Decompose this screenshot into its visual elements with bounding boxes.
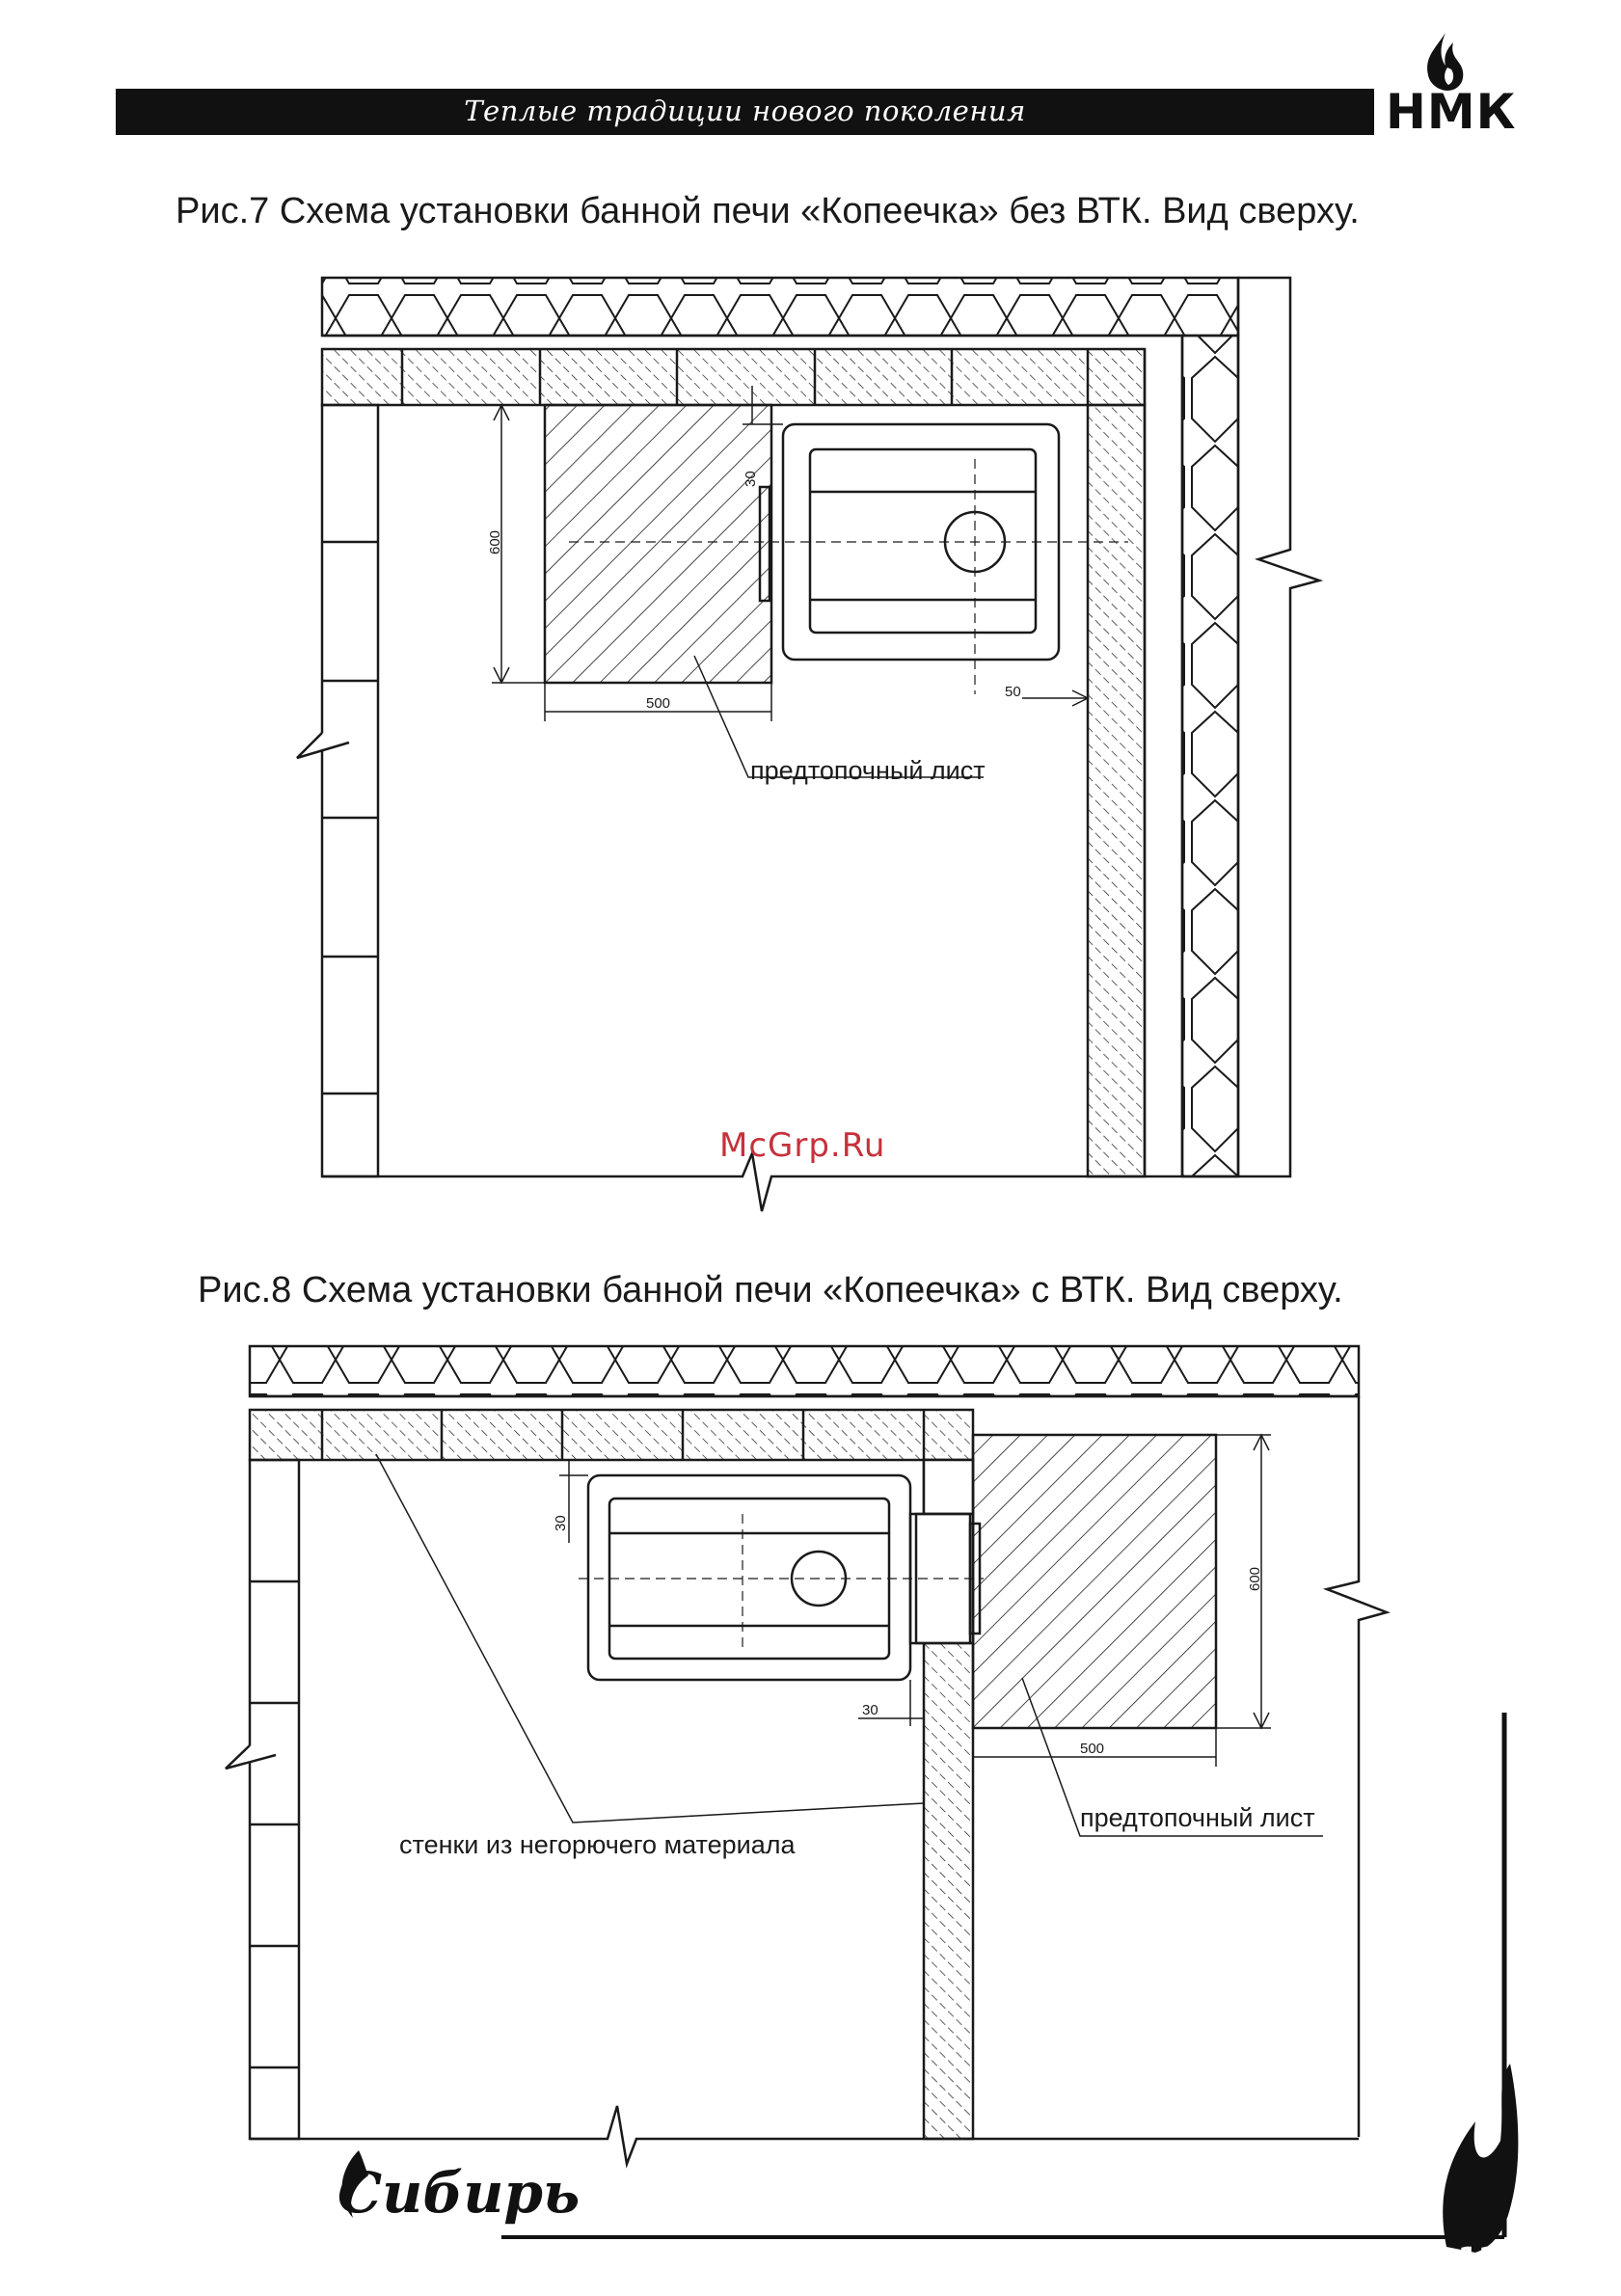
figure2-caption: Рис.8 Схема установки банной печи «Копеечка» с ВТК. Вид сверху. [198, 1270, 1343, 1310]
logo-text: НМК [1386, 84, 1517, 140]
fig1-dim-600: 600 [487, 529, 503, 554]
fig1-stove-inner [810, 449, 1036, 633]
fig1-callout-sheet: предтопочный лист [750, 756, 986, 785]
fig2-dim-500: 500 [1080, 1741, 1105, 1757]
footer-flame-icon [1443, 2064, 1518, 2253]
fig2-callout-sheet: предтопочный лист [1080, 1803, 1315, 1832]
fig1-pre-furnace-sheet [545, 405, 771, 683]
fig1-dim-50-side: 50 [1005, 684, 1021, 700]
fig1-log-wall-top [322, 278, 1238, 336]
fig1-brick-wall-right [1088, 405, 1145, 1176]
fig2-log-wall-top [250, 1346, 1359, 1396]
fig1-log-wall-right [1182, 336, 1238, 1176]
figure2-drawing [226, 1346, 1387, 2164]
fig2-dim-30-top: 30 [553, 1515, 569, 1531]
fig2-stove-outer [588, 1475, 910, 1680]
sibir-logo: Сибирь [338, 2160, 581, 2226]
fig1-dim-30-top: 30 [743, 471, 759, 487]
fig1-brick-wall-top [322, 349, 1145, 405]
fig2-dim-30-side: 30 [862, 1702, 878, 1718]
fig2-brick-wall-top [250, 1410, 973, 1460]
watermark-text: McGrp.Ru [719, 1126, 886, 1165]
figure1-caption: Рис.7 Схема установки банной печи «Копеечка» без ВТК. Вид сверху. [176, 191, 1360, 231]
page-number: 11 [1458, 2242, 1499, 2276]
fig2-callout-walls: стенки из негорючего материала [399, 1830, 796, 1859]
figure1-drawing [297, 278, 1319, 1211]
fig1-dim-500: 500 [646, 695, 671, 712]
fig2-pre-furnace-sheet [973, 1435, 1216, 1728]
fig2-dim-600: 600 [1247, 1566, 1263, 1591]
header-tagline: Теплые традиции нового поколения [464, 95, 1026, 127]
